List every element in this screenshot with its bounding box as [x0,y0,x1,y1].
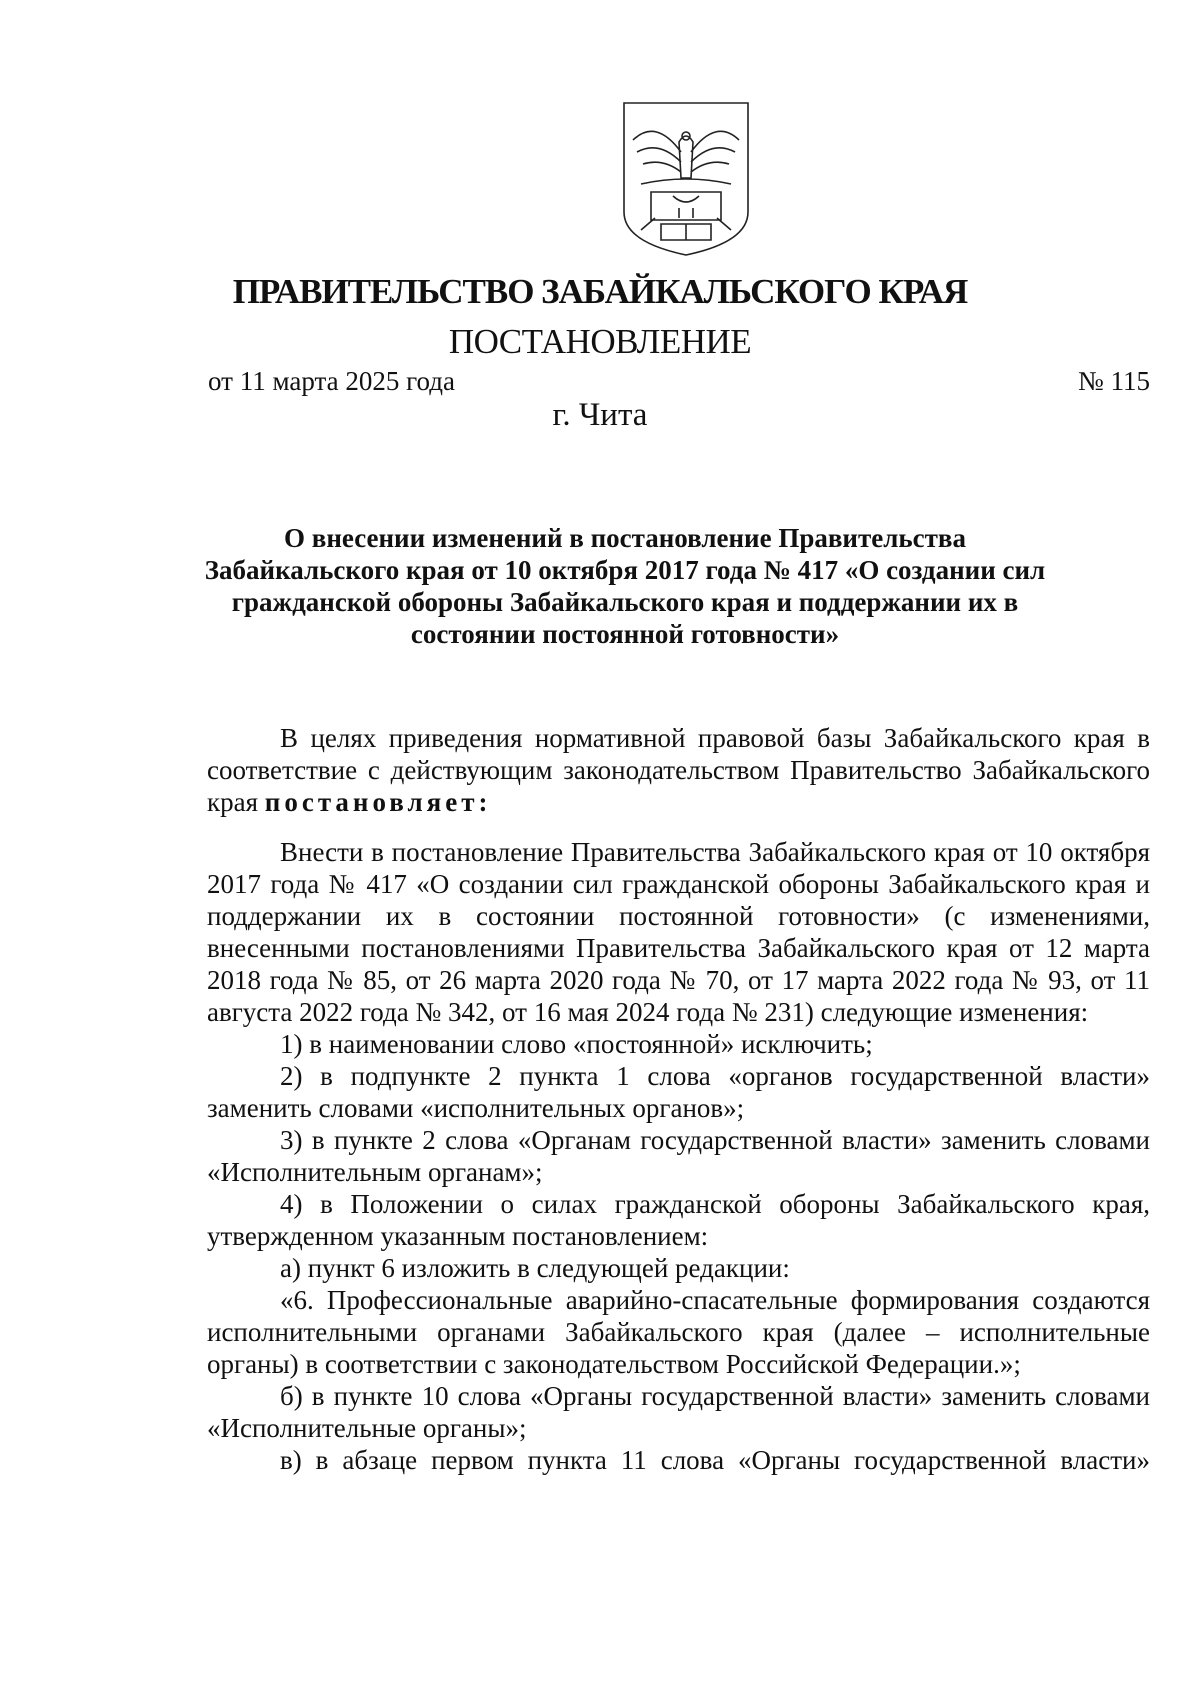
body-paragraph: Внести в постановление Правительства Забайкальского края от 10 октября 2017 года № 417 «О создании сил гражданской обороны Забайкальского края и поддержании их в состоянии постоянной готовности» (с изменениями, внесенными постановлениями Правительства Забайкальского края от 12 марта 2018 года № 85, от 26 марта 2020 года № 70, от 17 марта 2022 года № 93, от 11 августа 2022 года № 342, от 16 мая 2024 года № 231) следующие изменения: [207,837,1150,1027]
body-paragraph: «6. Профессиональные аварийно-спасательные формирования создаются исполнительными органами Забайкальского края (далее – исполнительные органы) в соответствии с законодательством Российской Федерации.»; [207,1285,1150,1379]
body-paragraph: 1) в наименовании слово «постоянной» исключить; [280,1029,873,1059]
organization-heading: ПРАВИТЕЛЬСТВО ЗАБАЙКАЛЬСКОГО КРАЯ [232,272,968,311]
coat-of-arms-emblem [621,100,751,258]
document-city: г. Чита [552,397,648,433]
body-paragraph: 3) в пункте 2 слова «Органам государственной власти» заменить словами «Исполнительным органам»; [207,1125,1150,1187]
document-body [207,722,1150,1476]
body-paragraph: б) в пункте 10 слова «Органы государственной власти» заменить словами «Исполнительные органы»; [207,1381,1150,1443]
body-paragraph: 2) в подпункте 2 пункта 1 слова «органов государственной власти» заменить словами «исполнительных органов»; [207,1061,1150,1123]
document-number: № 115 [1077,366,1150,396]
body-paragraph: в) в абзаце первом пункта 11 слова «Органы государственной власти» [280,1445,1150,1475]
body-paragraph: а) пункт 6 изложить в следующей редакции: [280,1253,790,1283]
body-paragraph: 4) в Положении о силах гражданской обороны Забайкальского края, утвержденном указанным постановлением: [207,1189,1150,1251]
preamble-emphasis: постановляет: [264,787,492,817]
document-date: от 11 марта 2025 года [208,366,455,396]
document-type-heading: ПОСТАНОВЛЕНИЕ [448,322,752,361]
preamble-paragraph [207,722,1150,818]
preamble-text: В целях приведения нормативной правовой базы Забайкальского края в соответствие с действующим законодательством Правительство Забайкальского края [207,723,1150,817]
document-title: О внесении изменений в постановление Правительства Забайкальского края от 10 октября 2017 года № 417 «О создании сил гражданской обороны Забайкальского края и поддержании их в состоянии постоянной готовности» [204,523,1046,649]
